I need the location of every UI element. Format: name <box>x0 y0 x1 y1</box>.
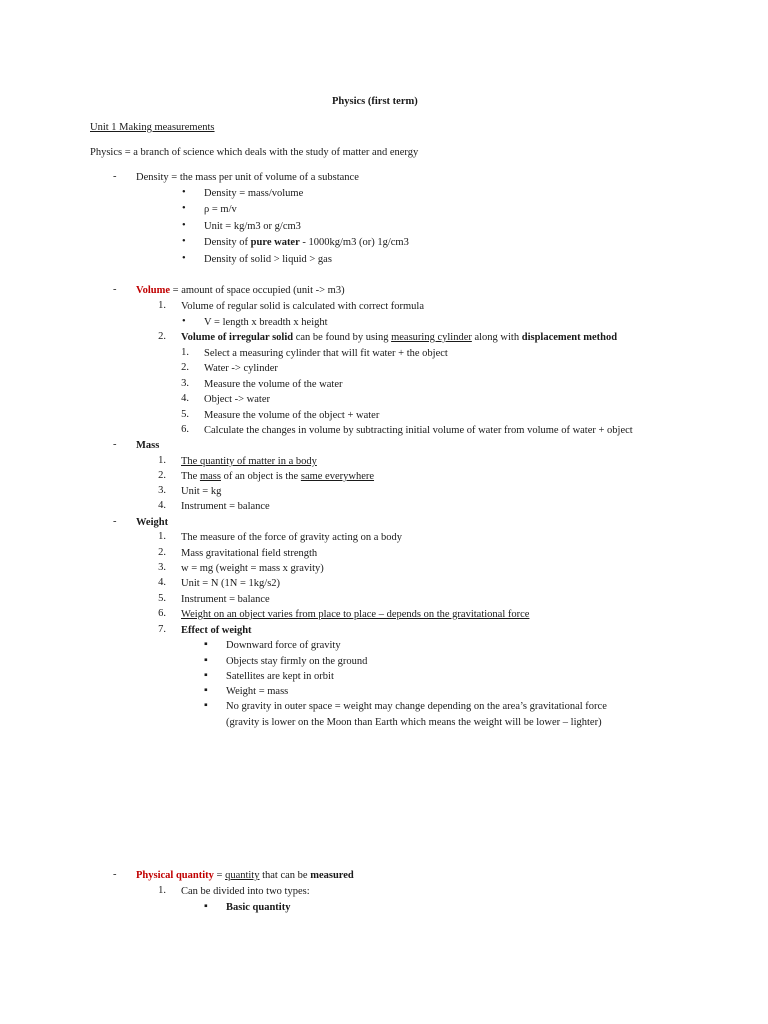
dash-marker: - <box>113 171 117 182</box>
density-pure-water <box>204 236 409 249</box>
list-number: 2. <box>158 470 166 481</box>
weight-effect-continuation: (gravity is lower on the Moon than Earth which means the weight will be lower – lighter) <box>226 717 602 728</box>
square-bullet-marker: ▪ <box>204 685 208 696</box>
list-number: 4. <box>158 500 166 511</box>
weight-item: Mass gravitational field strength <box>181 548 318 559</box>
underlined-run: mass <box>199 471 221 482</box>
list-number: 4. <box>158 577 166 588</box>
mass-item <box>181 470 374 483</box>
list-number: 1. <box>158 885 166 896</box>
red-term: Physical quantity <box>136 870 214 881</box>
text-run: = amount of space occupied (unit -> m3) <box>170 285 345 296</box>
list-number: 6. <box>181 424 189 435</box>
text-run: along with <box>471 332 522 343</box>
bullet-marker: • <box>182 253 186 264</box>
volume-step: Water -> cylinder <box>204 363 278 374</box>
density-definition: Density = the mass per unit of volume of a substance <box>136 172 359 183</box>
list-number: 6. <box>158 608 166 619</box>
list-number: 5. <box>181 409 189 420</box>
bullet-marker: • <box>182 187 186 198</box>
bullet-marker: • <box>182 236 186 247</box>
text-run: of an object is the <box>220 471 301 482</box>
bold-run: measured <box>310 870 354 881</box>
underlined-run: same everywhere <box>300 471 375 482</box>
volume-item <box>181 331 617 344</box>
dash-marker: - <box>113 869 117 880</box>
weight-effect: Downward force of gravity <box>226 640 341 651</box>
list-number: 3. <box>158 485 166 496</box>
square-bullet-marker: ▪ <box>204 639 208 650</box>
unit-heading: Unit 1 Making measurements <box>90 122 215 133</box>
bullet-marker: • <box>182 220 186 231</box>
list-number: 5. <box>158 593 166 604</box>
underlined-run: quantity <box>225 870 260 881</box>
bold-run: Volume of irregular solid <box>181 332 294 343</box>
list-number: 7. <box>158 624 166 635</box>
volume-step: Calculate the changes in volume by subtracting initial volume of water from volume of water + object <box>204 425 633 436</box>
weight-item: Weight on an object varies from place to place – depends on the gravitational force <box>181 609 530 620</box>
page-title: Physics (first term) <box>332 96 418 107</box>
list-number: 3. <box>181 378 189 389</box>
dash-marker: - <box>113 439 117 450</box>
underlined-run: measuring cylinder <box>391 332 472 343</box>
mass-item: Instrument = balance <box>181 501 270 512</box>
text-run: The <box>181 471 200 482</box>
dash-marker: - <box>113 516 117 527</box>
basic-quantity-heading: Basic quantity <box>226 902 291 913</box>
weight-item: Unit = N (1N = 1kg/s2) <box>181 578 281 589</box>
volume-step: Object -> water <box>204 394 270 405</box>
square-bullet-marker: ▪ <box>204 901 208 912</box>
text-run: can be found by using <box>293 332 392 343</box>
square-bullet-marker: ▪ <box>204 655 208 666</box>
bullet-marker: • <box>182 203 186 214</box>
bold-run: pure water <box>250 237 300 248</box>
dash-marker: - <box>113 284 117 295</box>
red-term: Volume <box>136 285 171 296</box>
volume-item: Volume of regular solid is calculated with correct formula <box>181 301 424 312</box>
list-number: 3. <box>158 562 166 573</box>
weight-effect: Satellites are kept in orbit <box>226 671 334 682</box>
text-run: - 1000kg/m3 (or) 1g/cm3 <box>299 237 409 248</box>
density-bullet: Density of solid > liquid > gas <box>204 254 332 265</box>
density-bullet: ρ = m/v <box>204 204 237 215</box>
list-number: 2. <box>158 331 166 342</box>
weight-effect: No gravity in outer space = weight may change depending on the area’s gravitational force <box>226 701 607 712</box>
square-bullet-marker: ▪ <box>204 700 208 711</box>
physical-quantity-definition <box>136 869 354 882</box>
list-number: 1. <box>158 531 166 542</box>
physics-definition: Physics = a branch of science which deals with the study of matter and energy <box>90 147 419 158</box>
square-bullet-marker: ▪ <box>204 670 208 681</box>
volume-definition <box>136 284 345 297</box>
weight-heading: Weight <box>136 517 169 528</box>
list-number: 1. <box>181 347 189 358</box>
list-number: 2. <box>181 362 189 373</box>
list-number: 4. <box>181 393 189 404</box>
mass-item: The quantity of matter in a body <box>181 456 317 467</box>
weight-effect-heading: Effect of weight <box>181 625 252 636</box>
bullet-marker: • <box>182 316 186 327</box>
volume-formula: V = length x breadth x height <box>204 317 328 328</box>
mass-heading: Mass <box>136 440 160 451</box>
text-run: that can be <box>259 870 311 881</box>
volume-step: Measure the volume of the object + water <box>204 410 380 421</box>
bold-run: displacement method <box>521 332 618 343</box>
density-bullet: Unit = kg/m3 or g/cm3 <box>204 221 301 232</box>
text-run: Density of <box>204 237 251 248</box>
list-number: 1. <box>158 455 166 466</box>
volume-step: Measure the volume of the water <box>204 379 343 390</box>
density-bullet: Density = mass/volume <box>204 188 304 199</box>
weight-effect: Weight = mass <box>226 686 289 697</box>
weight-item: w = mg (weight = mass x gravity) <box>181 563 324 574</box>
mass-item: Unit = kg <box>181 486 222 497</box>
list-number: 2. <box>158 547 166 558</box>
weight-item: Instrument = balance <box>181 594 270 605</box>
volume-step: Select a measuring cylinder that will fit water + the object <box>204 348 448 359</box>
list-number: 1. <box>158 300 166 311</box>
text-run: = <box>213 870 226 881</box>
weight-item: The measure of the force of gravity acting on a body <box>181 532 402 543</box>
weight-effect: Objects stay firmly on the ground <box>226 656 368 667</box>
physical-quantity-item: Can be divided into two types: <box>181 886 310 897</box>
